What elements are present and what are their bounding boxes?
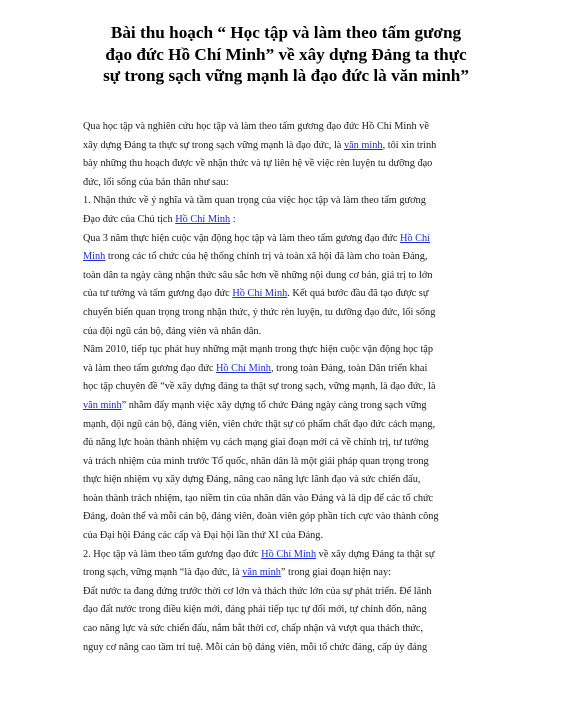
text-run: cao năng lực và sức chiến đấu, nắm bắt thời cơ, chấp nhận và vượt qua thách thức, bbox=[83, 623, 424, 635]
text-line bbox=[83, 285, 495, 304]
title-line: Bài thu hoạch “ Học tập và làm theo tấm gương bbox=[110, 23, 462, 42]
text-run: , trong toàn Đảng, toàn Dân triển khai bbox=[270, 362, 428, 374]
document-body bbox=[83, 118, 495, 657]
text-line bbox=[83, 211, 495, 230]
text-line bbox=[83, 453, 495, 472]
text-run: 2. Học tập và làm theo tấm gương đạo đức bbox=[83, 548, 262, 560]
text-line bbox=[83, 323, 495, 342]
text-run: đủ năng lực hoàn thành nhiệm vụ cách mạng giai đoạn mới cả về chính trị, tư tưởng bbox=[83, 437, 429, 449]
text-line bbox=[83, 360, 495, 379]
text-run: trong các tổ chức của hệ thống chính trị và toàn xã hội đã làm cho toàn Đảng, bbox=[105, 251, 428, 263]
text-line bbox=[83, 527, 495, 546]
inline-link[interactable]: văn minh bbox=[242, 567, 281, 579]
text-line bbox=[83, 397, 495, 416]
text-run: xây dựng Đảng ta thực sự trong sạch vững mạnh là đạo đức, là bbox=[83, 139, 344, 151]
text-line bbox=[83, 267, 495, 286]
text-line bbox=[83, 490, 495, 509]
text-run: đức, lối sống của bản thân như sau: bbox=[83, 176, 229, 188]
inline-link[interactable]: Hồ Chí bbox=[400, 232, 431, 244]
text-run: và làm theo tấm gương đạo đức bbox=[83, 362, 216, 374]
text-run: 1. Nhận thức về ý nghĩa và tầm quan trọng của việc học tập và làm theo tấm gương bbox=[83, 195, 426, 207]
text-run: của đội ngũ cán bộ, đảng viên và nhân dân. bbox=[83, 325, 262, 337]
text-run: chuyển biến quan trọng trong nhận thức, ý thức rèn luyện, tu dưỡng đạo đức, lối sống bbox=[83, 306, 436, 318]
text-run: toàn dân ta ngày càng nhận thức sâu sắc hơn về những nội dung cơ bản, giá trị to lớn bbox=[83, 269, 433, 281]
inline-link[interactable]: Hồ Chí Minh bbox=[216, 362, 271, 374]
inline-link[interactable]: Minh bbox=[83, 251, 106, 263]
text-line bbox=[83, 508, 495, 527]
text-run: Đất nước ta đang đứng trước thời cơ lớn và thách thức lớn của sự phát triển. Để lãnh bbox=[83, 585, 432, 597]
text-run: trong sạch, vững mạnh “là đạo đức, là bbox=[83, 567, 243, 579]
inline-link[interactable]: Hồ Chí Minh bbox=[232, 288, 288, 300]
inline-link[interactable]: Hồ Chí Minh bbox=[261, 548, 317, 560]
text-run: học tập chuyên đề “về xây dựng đảng ta thật sự trong sạch, vững mạnh, là đạo đức, là bbox=[83, 381, 436, 393]
text-line bbox=[83, 639, 495, 658]
text-line bbox=[83, 174, 495, 193]
text-run: Qua 3 năm thực hiện cuộc vận động học tập và làm theo tấm gương đạo đức bbox=[83, 232, 400, 244]
text-run: bày những thu hoạch được về nhận thức và tự liên hệ về việc rèn luyện tu dưỡng đạo bbox=[83, 158, 433, 170]
text-run: và trách nhiệm của mình trước Tổ quốc, nhân dân là một giải pháp quan trọng trong bbox=[83, 455, 429, 467]
text-run: của tư tưởng và tấm gương đạo đức bbox=[83, 288, 233, 300]
text-line bbox=[83, 601, 495, 620]
text-run: về xây dựng Đảng ta thật sự bbox=[316, 548, 435, 560]
text-line bbox=[83, 546, 495, 565]
text-line bbox=[83, 192, 495, 211]
text-run: đạo đất nước trong điều kiện mới, đảng phải tiếp tục tự đổi mới, tự chỉnh đốn, nâng bbox=[83, 604, 427, 616]
text-run: , tôi xin trình bbox=[382, 139, 437, 151]
text-line bbox=[83, 137, 495, 156]
text-run: thực hiện nhiệm vụ xây dựng Đảng, nâng cao năng lực lãnh đạo và sức chiến đấu, bbox=[83, 474, 421, 486]
title-line: đạo đức Hồ Chí Minh” về xây dựng Đảng ta thực bbox=[105, 44, 467, 64]
text-line bbox=[83, 620, 495, 639]
text-run: Đạo đức của Chủ tịch bbox=[83, 213, 176, 225]
text-run: . Kết quả bước đầu đã tạo được sự bbox=[287, 288, 429, 300]
text-line bbox=[83, 434, 495, 453]
text-line bbox=[83, 341, 495, 360]
text-line bbox=[83, 118, 495, 137]
text-run: hoàn thành trách nhiệm, tạo niềm tin của nhân dân vào Đảng và là dịp để các tổ chức bbox=[83, 492, 434, 504]
text-run: Năm 2010, tiếp tục phát huy những mặt mạnh trong thực hiện cuộc vận động học tập bbox=[83, 344, 434, 356]
inline-link[interactable]: văn minh bbox=[83, 399, 122, 411]
text-line bbox=[83, 378, 495, 397]
text-line bbox=[83, 248, 495, 267]
document-title bbox=[60, 22, 512, 87]
inline-link[interactable]: Hồ Chí Minh bbox=[175, 213, 231, 225]
text-run: : bbox=[230, 213, 236, 225]
text-run: Đảng, đoàn thể và mỗi cán bộ, đảng viên, đoàn viên góp phần tích cực vào thành công bbox=[83, 511, 439, 523]
text-run: nguy cơ nâng cao tầm trí tuệ. Mỗi cán bộ đảng viên, mỗi tổ chức đảng, cấp ủy đảng bbox=[83, 641, 428, 653]
inline-link[interactable]: văn minh bbox=[343, 139, 383, 151]
text-line bbox=[83, 471, 495, 490]
text-run: mạnh, đội ngũ cán bộ, đảng viên, viên chức thật sự có phẩm chất đạo đức cách mạng, bbox=[83, 418, 436, 430]
text-line bbox=[83, 304, 495, 323]
text-line bbox=[83, 230, 495, 249]
text-line bbox=[83, 564, 495, 583]
text-line bbox=[83, 155, 495, 174]
text-run: Qua học tập và nghiên cứu học tập và làm theo tấm gương đạo đức Hồ Chí Minh về bbox=[83, 121, 429, 132]
title-line: sự trong sạch vững mạnh là đạo đức là văn minh” bbox=[103, 66, 469, 85]
text-run: ” nhằm đẩy mạnh việc xây dựng tổ chức Đảng ngày càng trong sạch vững bbox=[121, 399, 427, 411]
text-run: ” trong giai đoạn hiện nay: bbox=[280, 567, 391, 579]
text-line bbox=[83, 583, 495, 602]
text-run: của Đại hội Đảng các cấp và Đại hội lần thứ XI của Đảng. bbox=[83, 530, 324, 542]
text-line bbox=[83, 416, 495, 435]
